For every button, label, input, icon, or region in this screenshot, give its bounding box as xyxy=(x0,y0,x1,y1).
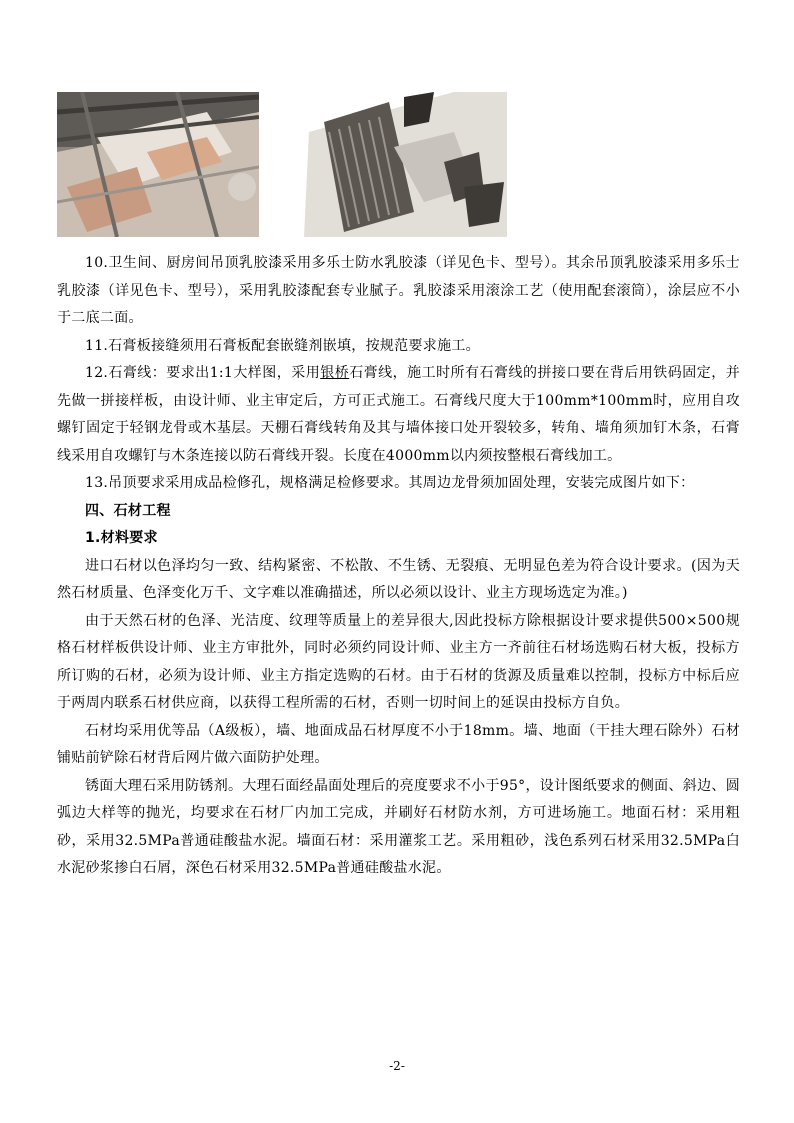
ceiling-access-panel-photo xyxy=(57,92,259,237)
stone-paragraph-2: 由于天然石材的色泽、光洁度、纹理等质量上的差异很大,因此投标方除根据设计要求提供500×500规格石材样板供设计师、业主方审批外，同时必须约同设计师、业主方一齐前往石材场选购石材大板，投标方所订购的石材，必须为设计师、业主方指定选购的石材。由于石材的货源及质量难以控制，投标方中标后应于两周内联系石材供应商，以获得工程所需的石材，否则一切时间上的延误由投标方自负。 xyxy=(57,612,740,711)
paragraph-10: 10.卫生间、厨房间吊顶乳胶漆采用多乐士防水乳胶漆（详见色卡、型号）。其余吊顶乳胶漆采用多乐士乳胶漆（详见色卡、型号），采用乳胶漆配套专业腻子。乳胶漆采用滚涂工艺（使用配套滚筒），涂层应不小于二底二面。 xyxy=(57,255,740,326)
stone-paragraph-3: 石材均采用优等品（A级板），墙、地面成品石材厚度不小于18mm。墙、地面（干挂大理石除外）石材铺贴前铲除石材背后网片做六面防护处理。 xyxy=(57,722,740,766)
paragraph-12-start: 12.石膏线：要求出1:1大样图，采用 xyxy=(85,365,321,381)
section-title: 四、石材工程 xyxy=(85,502,171,519)
stone-paragraph-1: 进口石材以色泽均匀一致、结构紧密、不松散、不生锈、无裂痕、无明显色差为符合设计要求。(因为天然石材质量、色泽变化万千、文字难以准确描述，所以必须以设计、业主方现场选定为准。) xyxy=(57,557,740,601)
page-number: -2- xyxy=(389,1059,405,1073)
paragraph-12-rest: 石膏线，施工时所有石膏线的拼接口要在背后用铁码固定，并先做一拼接样板，由设计师、业主审定后，方可正式施工。石膏线尺度大于100mm*100mm时，应用自攻螺钉固定于轻钢龙骨或木基层。天棚石膏线转角及其与墙体接口处开裂较多，转角、墙角须加钉木条，石膏线采用自攻螺钉与木条连接以防石膏线开裂。长度在4000mm以内须按整根石膏线加工。 xyxy=(57,365,740,464)
paragraph-13: 13.吊顶要求采用成品检修孔，规格满足检修要求。其周边龙骨须加固处理，安装完成图片如下： xyxy=(85,475,695,491)
document-body xyxy=(57,250,740,883)
paragraph-12 xyxy=(57,360,740,470)
paragraph-11: 11.石膏板接缝须用石膏板配套嵌缝剂嵌填，按规范要求施工。 xyxy=(85,337,480,354)
brand-underlined: 银桥 xyxy=(320,365,350,381)
stone-paragraph-4: 锈面大理石采用防锈剂。大理石面经晶面处理后的亮度要求不小于95°，设计图纸要求的侧面、斜边、圆弧边大样等的抛光，均要求在石材厂内加工完成，并刷好石材防水剂，方可进场施工。地面石材：采用粗砂，采用32.5MPa普通硅酸盐水泥。墙面石材：采用灌浆工艺。采用粗砂，浅色系列石材采用32.5MPa白水泥砂浆掺白石屑，深色石材采用32.5MPa普通硅酸盐水泥。 xyxy=(57,777,740,876)
ceiling-grille-photo xyxy=(304,92,507,237)
section-subtitle: 1.材料要求 xyxy=(85,530,158,546)
